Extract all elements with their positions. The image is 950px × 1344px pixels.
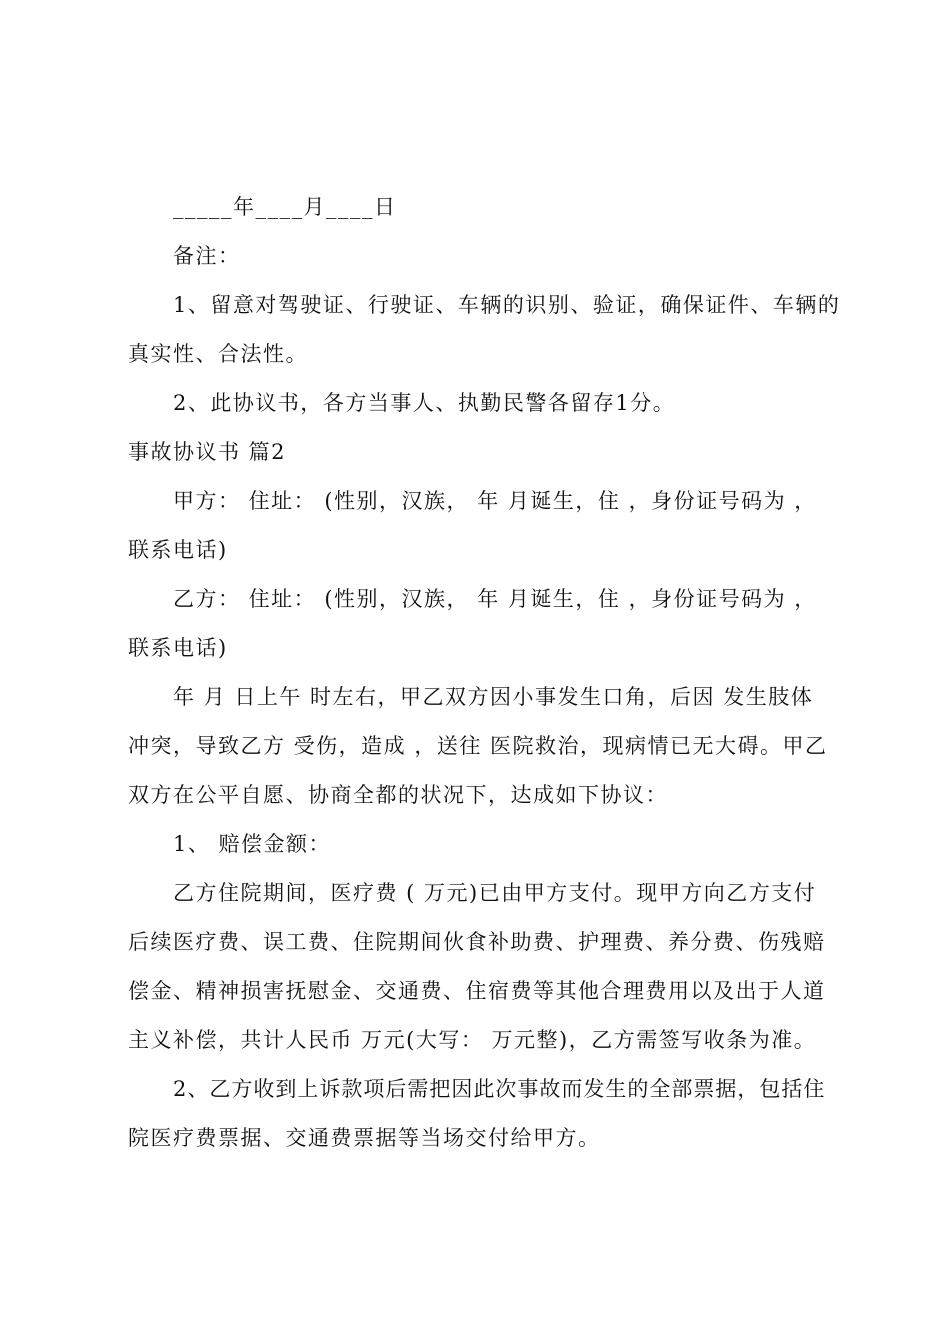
party-b-line-1: 乙方： 住址： (性别，汉族， 年 月诞生，住 ，身份证号码为 ， bbox=[173, 587, 817, 611]
compensation-line-1: 乙方住院期间，医疗费 ( 万元)已由甲方支付。现甲方向乙方支付 bbox=[173, 881, 817, 905]
party-a-line-2: 联系电话) bbox=[128, 538, 228, 562]
party-b-line-2: 联系电话) bbox=[128, 636, 228, 660]
remarks-label: 备注： bbox=[173, 244, 241, 268]
section-title: 事故协议书 篇2 bbox=[128, 440, 287, 464]
item-2-line-2: 院医疗费票据、交通费票据等当场交付给甲方。 bbox=[128, 1126, 601, 1150]
compensation-line-2: 后续医疗费、误工费、住院期间伙食补助费、护理费、养分费、伤残赔 bbox=[128, 930, 826, 954]
compensation-line-4: 主义补偿，共计人民币 万元(大写： 万元整)，乙方需签写收条为准。 bbox=[128, 1028, 817, 1052]
incident-line-1: 年 月 日上午 时左右，甲乙双方因小事发生口角，后因 发生肢体 bbox=[173, 685, 814, 709]
compensation-line-3: 偿金、精神损害抚慰金、交通费、住宿费等其他合理费用以及出于人道 bbox=[128, 979, 826, 1003]
date-line: _____年____月____日 bbox=[173, 195, 397, 219]
item-2-line-1: 2、乙方收到上诉款项后需把因此次事故而发生的全部票据，包括住 bbox=[173, 1077, 826, 1101]
party-a-line-1: 甲方： 住址： (性别，汉族， 年 月诞生，住 ，身份证号码为 ， bbox=[173, 489, 817, 513]
note-2: 2、此协议书，各方当事人、执勤民警各留存1分。 bbox=[173, 391, 676, 415]
note-1-line-1: 1、留意对驾驶证、行驶证、车辆的识别、验证，确保证件、车辆的 bbox=[173, 293, 841, 317]
item-1-title: 1、 赔偿金额： bbox=[173, 832, 332, 856]
note-1-line-2: 真实性、合法性。 bbox=[128, 342, 308, 366]
incident-line-3: 双方在公平自愿、协商全都的状况下，达成如下协议： bbox=[128, 783, 668, 807]
incident-line-2: 冲突，导致乙方 受伤，造成 ，送往 医院救治，现病情已无大碍。甲乙 bbox=[128, 734, 828, 758]
